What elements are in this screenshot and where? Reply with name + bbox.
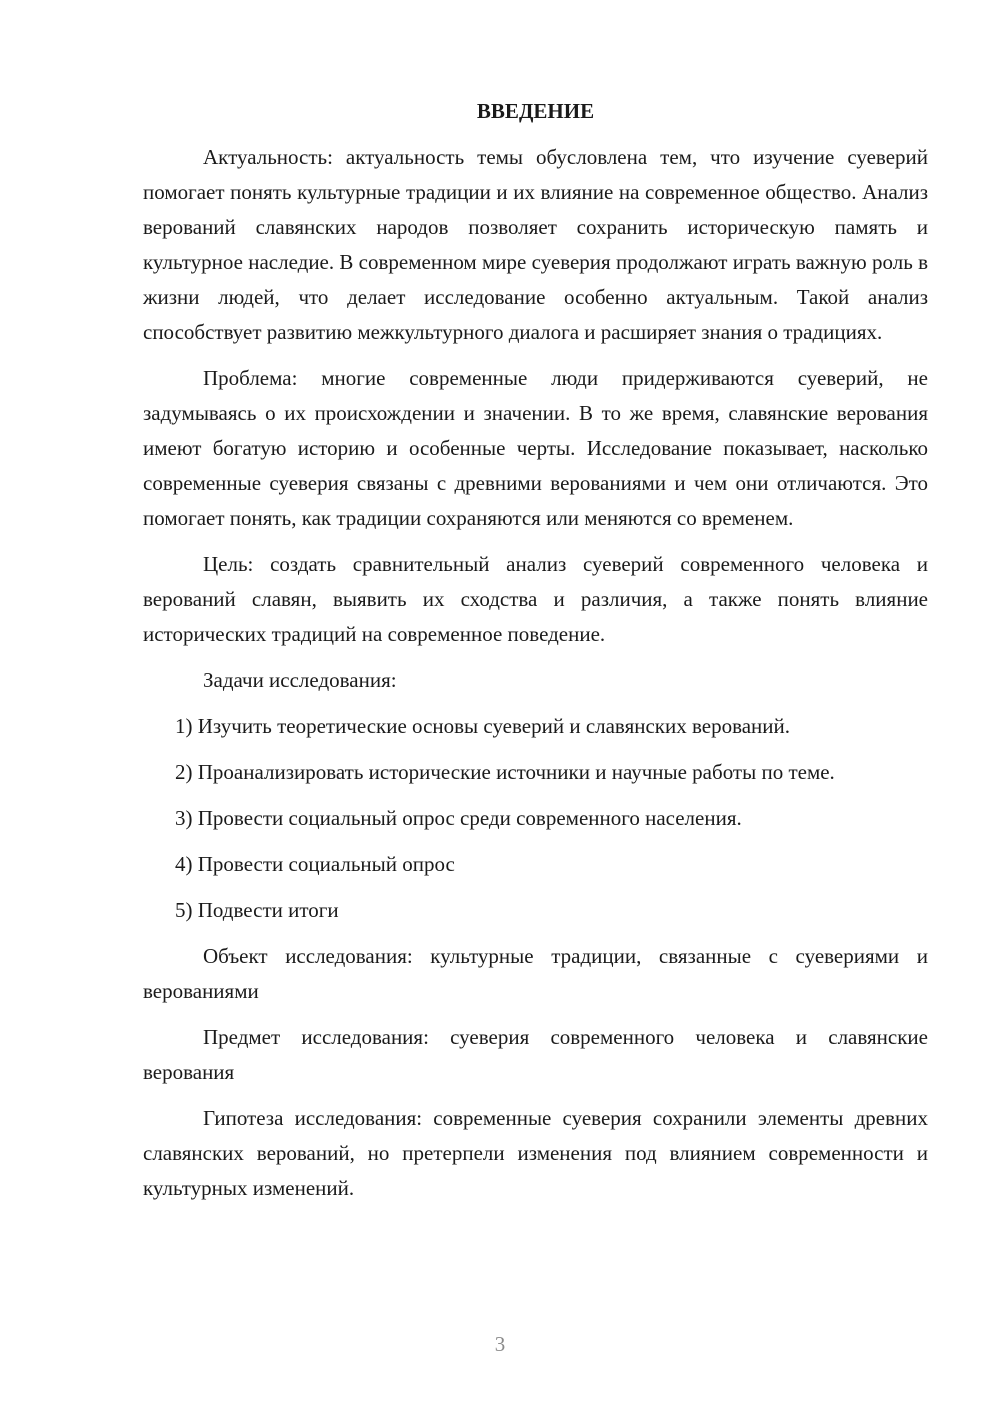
subject-paragraph: Предмет исследования: суеверия современного человека и славянские верования: [143, 1025, 928, 1084]
document-page: [143, 96, 928, 1217]
task-item-2: 2) Проанализировать исторические источники и научные работы по теме.: [175, 760, 835, 784]
page-title: ВВЕДЕНИЕ: [476, 99, 595, 123]
problem-paragraph: Проблема: многие современные люди придерживаются суеверий, не задумываясь о их происхождении и значении. В то же время, славянские верования имеют богатую историю и особенные черты. Исследование показывает, насколько современные суеверия связаны с древними верованиями и чем они отличаются. Это помогает понять, как традиции сохраняются или меняются со временем.: [143, 366, 928, 530]
page-number: 3: [494, 1332, 506, 1356]
relevance-paragraph: Актуальность: актуальность темы обусловлена тем, что изучение суеверий помогает понять культурные традиции и их влияние на современное общество. Анализ верований славянских народов позволяет сохранить историческую память и культурное наследие. В современном мире суеверия продолжают играть важную роль в жизни людей, что делает исследование особенно актуальным. Такой анализ способствует развитию межкультурного диалога и расширяет знания о традициях.: [143, 145, 928, 344]
task-item-1: 1) Изучить теоретические основы суеверий и славянских верований.: [175, 714, 791, 738]
object-paragraph: Объект исследования: культурные традиции, связанные с суевериями и верованиями: [143, 944, 928, 1003]
task-item-5: 5) Подвести итоги: [175, 898, 339, 922]
goal-paragraph: Цель: создать сравнительный анализ суеверий современного человека и верований славян, выявить их сходства и различия, а также понять влияние исторических традиций на современное поведение.: [143, 552, 928, 646]
task-item-4: 4) Провести социальный опрос: [175, 852, 455, 876]
hypothesis-paragraph: Гипотеза исследования: современные суеверия сохранили элементы древних славянских верований, но претерпели изменения под влиянием современности и культурных изменений.: [143, 1106, 928, 1200]
task-item-3: 3) Провести социальный опрос среди современного населения.: [175, 806, 742, 830]
tasks-heading: Задачи исследования:: [203, 668, 397, 692]
